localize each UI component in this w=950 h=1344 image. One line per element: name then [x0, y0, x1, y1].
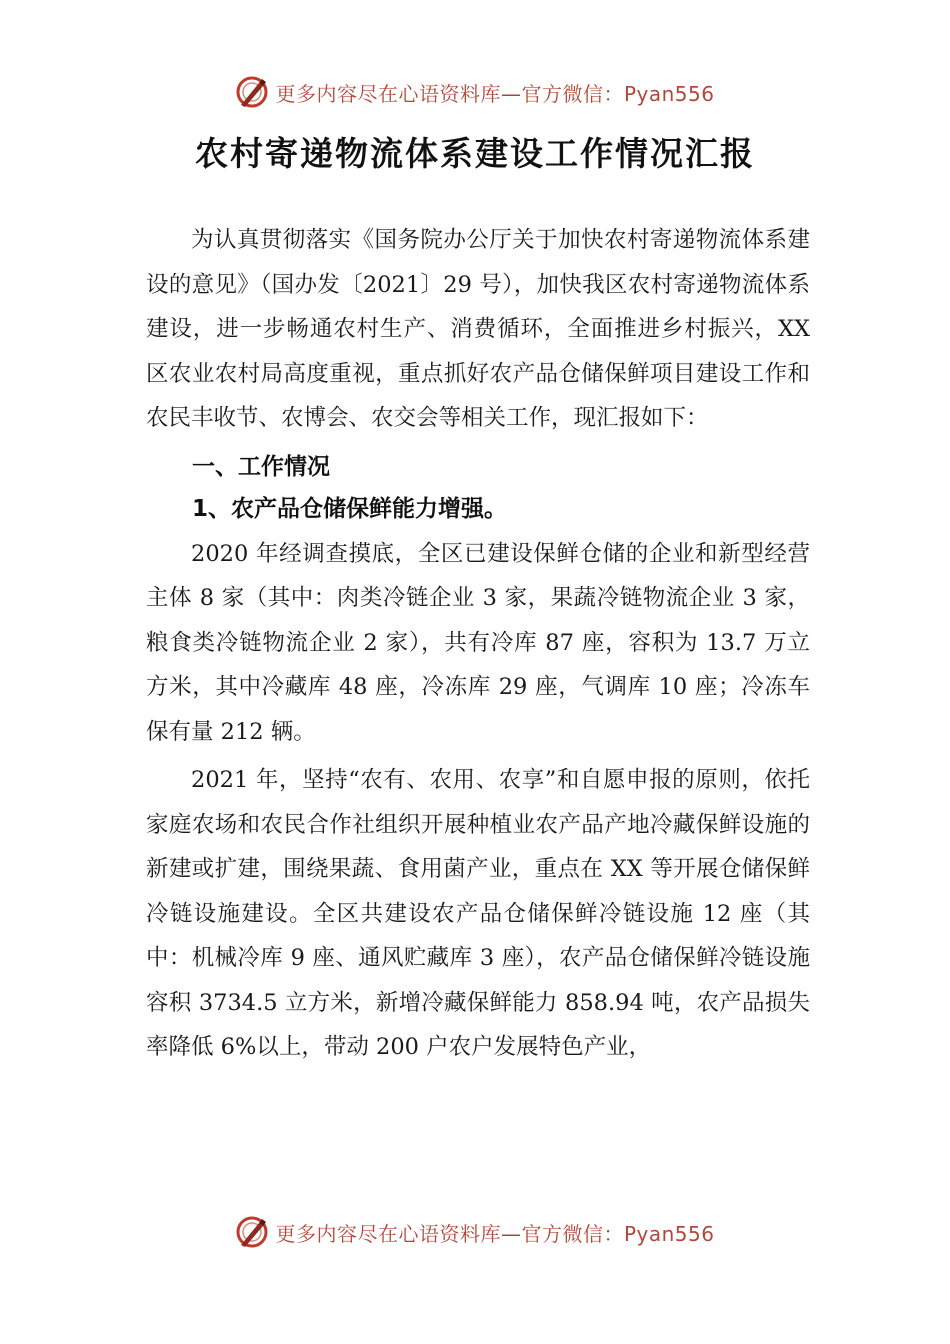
- document-title: 农村寄递物流体系建设工作情况汇报: [195, 134, 755, 173]
- watermark-text: 更多内容尽在心语资料库—官方微信：Pyan556: [275, 81, 715, 106]
- header-watermark-banner: [0, 72, 950, 112]
- paragraph-2021: 2021 年，坚持“农有、农用、农享”和自愿申报的原则，依托家庭农场和农民合作社组织开展种植业农产品产地冷藏保鲜设施的新建或扩建，围绕果蔬、食用菌产业，重点在 XX 等开展仓储保鲜冷链设施建设。全区共建设农产品仓储保鲜冷链设施 12 座（其中：机械冷库 9 座、通风贮藏库 3 座），农产品仓储保鲜冷链设施容积 3734.5 立方米，新增冷藏保鲜能力 858.94 吨，农产品损失率降低 6%以上，带动 200 户农户发展特色产业，: [146, 767, 810, 1060]
- footer-watermark-banner: [0, 1212, 950, 1252]
- document-body: [146, 218, 810, 1070]
- pen-logo-icon: [235, 75, 269, 109]
- subsection-heading-storage: 1、农产品仓储保鲜能力增强。: [192, 496, 508, 522]
- section-heading-work-status: 一、工作情况: [192, 453, 330, 480]
- watermark-text: 更多内容尽在心语资料库—官方微信：Pyan556: [275, 1221, 715, 1246]
- pen-logo-icon: [235, 1215, 269, 1249]
- intro-paragraph: 为认真贯彻落实《国务院办公厅关于加快农村寄递物流体系建设的意见》（国办发〔2021〕29 号），加快我区农村寄递物流体系建设，进一步畅通农村生产、消费循环，全面推进乡村振兴，XX 区农业农村局高度重视，重点抓好农产品仓储保鲜项目建设工作和农民丰收节、农博会、农交会等相关工作，现汇报如下：: [146, 227, 810, 431]
- paragraph-2020: 2020 年经调查摸底，全区已建设保鲜仓储的企业和新型经营主体 8 家（其中：肉类冷链企业 3 家，果蔬冷链物流企业 3 家，粮食类冷链物流企业 2 家），共有冷库 87 座，容积为 13.7 万立方米，其中冷藏库 48 座，冷冻库 29 座，气调库 10 座；冷冻车保有量 212 辆。: [146, 540, 810, 745]
